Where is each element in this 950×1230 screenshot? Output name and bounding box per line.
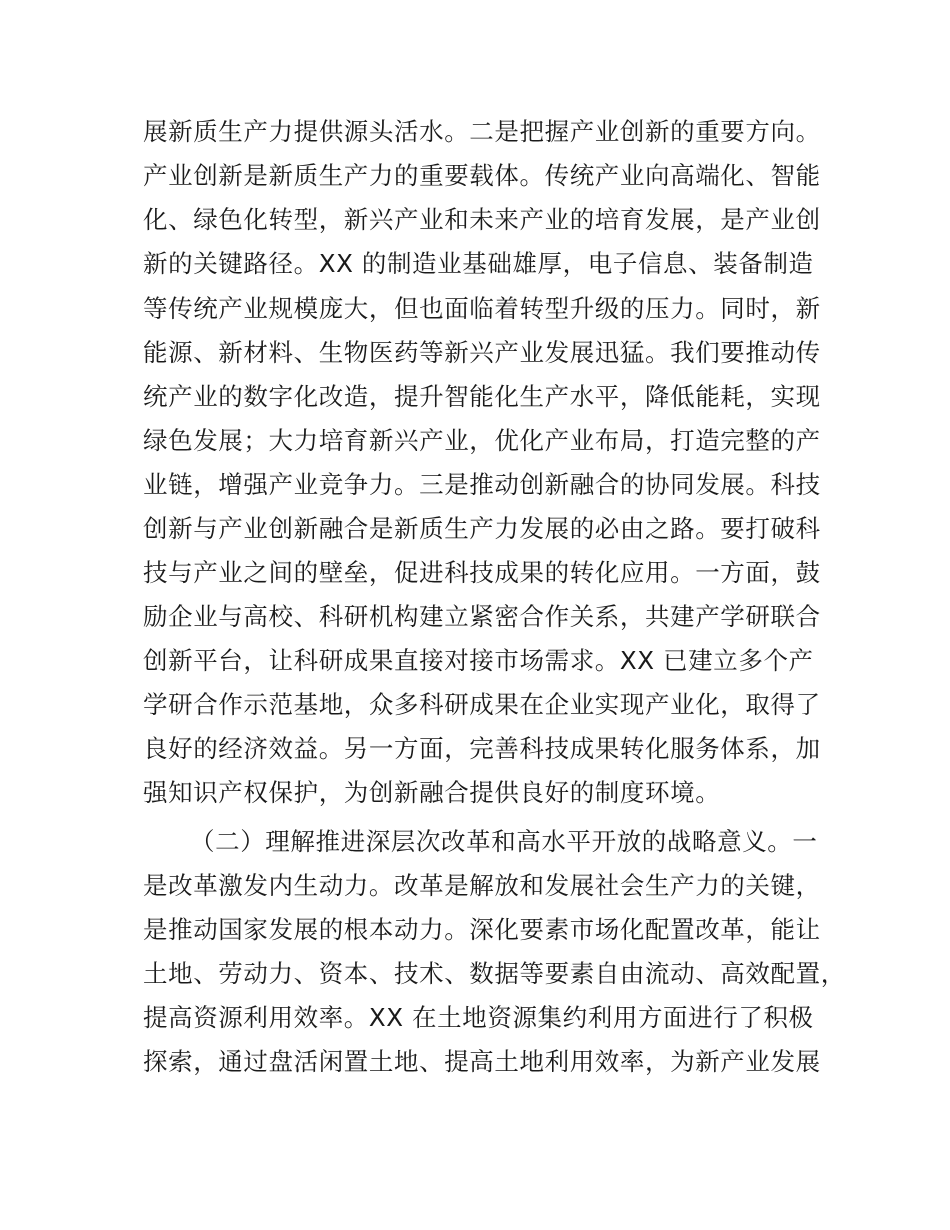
text-line: 化、绿色化转型，新兴产业和未来产业的培育发展，是产业创 bbox=[143, 205, 821, 234]
text-line: 学研合作示范基地，众多科研成果在企业实现产业化，取得了 bbox=[143, 690, 821, 719]
text-line: 统产业的数字化改造，提升智能化生产水平，降低能耗，实现 bbox=[143, 382, 821, 411]
section-heading-line: （二）理解推进深层次改革和高水平开放的战略意义。一 bbox=[190, 827, 818, 856]
text-line: 强知识产权保护，为创新融合提供良好的制度环境。 bbox=[143, 778, 721, 807]
text-line: 展新质生产力提供源头活水。二是把握产业创新的重要方向。 bbox=[143, 117, 821, 146]
text-line: 产业创新是新质生产力的重要载体。传统产业向高端化、智能 bbox=[143, 161, 821, 190]
text-line: 探索，通过盘活闲置土地、提高土地利用效率，为新产业发展 bbox=[143, 1047, 821, 1076]
text-line: 绿色发展；大力培育新兴产业，优化产业布局，打造完整的产 bbox=[143, 426, 821, 455]
text-line: 创新平台，让科研成果直接对接市场需求。XX 已建立多个产 bbox=[143, 646, 814, 675]
text-line: 土地、劳动力、资本、技术、数据等要素自由流动、高效配置， bbox=[143, 959, 846, 988]
text-line: 是改革激发内生动力。改革是解放和发展社会生产力的关键， bbox=[143, 871, 821, 900]
text-line: 是推动国家发展的根本动力。深化要素市场化配置改革，能让 bbox=[143, 915, 821, 944]
text-line: 能源、新材料、生物医药等新兴产业发展迅猛。我们要推动传 bbox=[143, 338, 821, 367]
text-line: 创新与产业创新融合是新质生产力发展的必由之路。要打破科 bbox=[143, 514, 821, 543]
text-line: 新的关键路径。XX 的制造业基础雄厚，电子信息、装备制造 bbox=[143, 249, 814, 278]
text-line: 提高资源利用效率。XX 在土地资源集约利用方面进行了积极 bbox=[143, 1003, 814, 1032]
text-line: 励企业与高校、科研机构建立紧密合作关系，共建产学研联合 bbox=[143, 602, 821, 631]
text-line: 良好的经济效益。另一方面，完善科技成果转化服务体系，加 bbox=[143, 734, 821, 763]
text-line: 技与产业之间的壁垒，促进科技成果的转化应用。一方面，鼓 bbox=[143, 558, 821, 587]
text-line: 等传统产业规模庞大，但也面临着转型升级的压力。同时，新 bbox=[143, 294, 821, 323]
text-line: 业链，增强产业竞争力。三是推动创新融合的协同发展。科技 bbox=[143, 470, 821, 499]
